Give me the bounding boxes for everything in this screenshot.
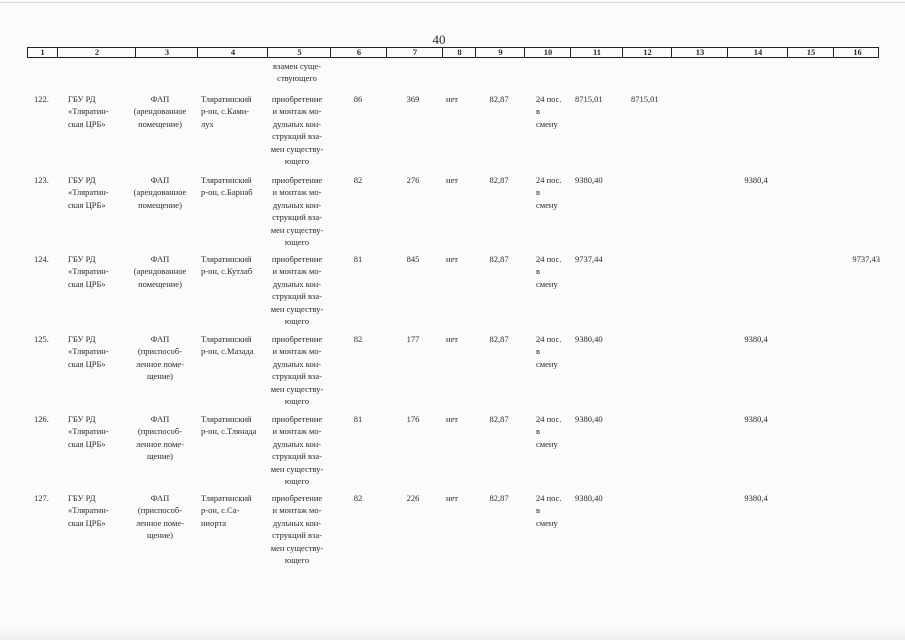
row-125-c8: нет xyxy=(445,334,459,344)
column-number-header xyxy=(27,47,879,58)
row-124-c11: 9737,44 xyxy=(575,254,603,264)
header-col-9: 9 xyxy=(475,48,525,57)
row-124-c10: 24 пос. в смену xyxy=(536,254,562,289)
row-127-c11: 9380,40 xyxy=(575,493,603,503)
row-122-num: 122. xyxy=(34,94,49,104)
row-123-action: приобретение и монтаж мо- дульных кон- струкций вза- мен существу- ющего xyxy=(270,175,324,248)
row-123-c8: нет xyxy=(445,175,459,185)
row-125-num: 125. xyxy=(34,334,49,344)
header-col-14: 14 xyxy=(727,48,788,57)
row-125-c10: 24 пос. в смену xyxy=(536,334,562,369)
row-124-c16: 9737,43 xyxy=(852,254,880,264)
row-123-c9: 82,87 xyxy=(489,175,509,185)
header-col-10: 10 xyxy=(524,48,571,57)
row-125-c14: 9380,4 xyxy=(744,334,768,344)
row-125-c9: 82,87 xyxy=(489,334,509,344)
row-126-c6: 81 xyxy=(353,414,363,424)
row-127-num: 127. xyxy=(34,493,49,503)
row-122-type: ФАП (арендованное помещение) xyxy=(133,94,187,129)
header-col-15: 15 xyxy=(787,48,834,57)
row-123-c7: 276 xyxy=(406,175,420,185)
row-122-c12: 8715,01 xyxy=(631,94,659,104)
row-127-type: ФАП (приспособ- ленное поме- щение) xyxy=(136,493,184,541)
header-col-5: 5 xyxy=(267,48,331,57)
header-col-1: 1 xyxy=(40,47,45,57)
row-123-c6: 82 xyxy=(353,175,363,185)
row-125-c7: 177 xyxy=(406,334,420,344)
header-col-2: 2 xyxy=(57,48,136,57)
row-127-loc: Тляратинский р-он, с.Са- ниорта xyxy=(201,493,252,528)
header-col-12: 12 xyxy=(622,48,672,57)
page-number: 40 xyxy=(432,32,446,47)
row-127-c8: нет xyxy=(445,493,459,503)
row-127-c7: 226 xyxy=(406,493,420,503)
row-127-c10: 24 пос. в смену xyxy=(536,493,562,528)
header-col-8: 8 xyxy=(442,48,476,57)
row-123-org: ГБУ РД «Тляратин- ская ЦРБ» xyxy=(68,175,109,210)
row-125-action: приобретение и монтаж мо- дульных кон- струкций вза- мен существу- ющего xyxy=(270,334,324,407)
header-col-6: 6 xyxy=(330,48,387,57)
row-126-c10: 24 пос. в смену xyxy=(536,414,562,449)
row-124-loc: Тляратинский р-он, с.Кутлаб xyxy=(201,254,253,277)
row-125-c11: 9380,40 xyxy=(575,334,603,344)
row-122-loc: Тляратинский р-он, с.Ками- лух xyxy=(201,94,252,129)
row-126-loc: Тляратинский р-он, с.Тлянада xyxy=(201,414,257,437)
row-124-c8: нет xyxy=(445,254,459,264)
row-124-c9: 82,87 xyxy=(489,254,509,264)
row-126-c7: 176 xyxy=(406,414,420,424)
row-127-c9: 82,87 xyxy=(489,493,509,503)
row-126-org: ГБУ РД «Тляратин- ская ЦРБ» xyxy=(68,414,109,449)
row-127-c14: 9380,4 xyxy=(744,493,768,503)
row-122-action: приобретение и монтаж мо- дульных кон- струкций вза- мен существу- ющего xyxy=(270,94,324,167)
header-col-13: 13 xyxy=(671,48,728,57)
row-124-num: 124. xyxy=(34,254,49,264)
row-122-org: ГБУ РД «Тляратин- ская ЦРБ» xyxy=(68,94,109,129)
row-122-c10: 24 пос. в смену xyxy=(536,94,562,129)
row-126-action: приобретение и монтаж мо- дульных кон- струкций вза- мен существу- ющего xyxy=(270,414,324,487)
row-125-org: ГБУ РД «Тляратин- ская ЦРБ» xyxy=(68,334,109,369)
row-126-c14: 9380,4 xyxy=(744,414,768,424)
header-col-4: 4 xyxy=(197,48,268,57)
row-122-c9: 82,87 xyxy=(489,94,509,104)
header-col-11: 11 xyxy=(570,48,623,57)
scan-bottom-shadow xyxy=(0,626,905,640)
row-126-num: 126. xyxy=(34,414,49,424)
row-126-c11: 9380,40 xyxy=(575,414,603,424)
row-127-org: ГБУ РД «Тляратин- ская ЦРБ» xyxy=(68,493,109,528)
header-col-3: 3 xyxy=(135,48,198,57)
row-122-c7: 369 xyxy=(406,94,420,104)
row-123-type: ФАП (арендованное помещение) xyxy=(133,175,187,210)
header-col-7: 7 xyxy=(386,48,443,57)
row-124-action: приобретение и монтаж мо- дульных кон- струкций вза- мен существу- ющего xyxy=(270,254,324,327)
scan-top-edge xyxy=(0,2,905,3)
header-col-16: 16 xyxy=(833,48,881,57)
row-124-c7: 845 xyxy=(406,254,420,264)
row-125-type: ФАП (приспособ- ленное поме- щение) xyxy=(136,334,184,382)
row-124-org: ГБУ РД «Тляратин- ская ЦРБ» xyxy=(68,254,109,289)
row-126-c8: нет xyxy=(445,414,459,424)
row-125-loc: Тляратинский р-он, с.Мазада xyxy=(201,334,254,357)
row-123-loc: Тляратинский р-он, с.Барнаб xyxy=(201,175,253,198)
continuation-text: взамен суще- ствующего xyxy=(272,61,322,84)
row-122-c8: нет xyxy=(445,94,459,104)
row-123-num: 123. xyxy=(34,175,49,185)
row-125-c6: 82 xyxy=(353,334,363,344)
row-123-c11: 9380,40 xyxy=(575,175,603,185)
row-127-action: приобретение и монтаж мо- дульных кон- струкций вза- мен существу- ющего xyxy=(270,493,324,566)
row-123-c14: 9380,4 xyxy=(744,175,768,185)
row-124-c6: 81 xyxy=(353,254,363,264)
row-123-c10: 24 пос. в смену xyxy=(536,175,562,210)
row-122-c6: 86 xyxy=(353,94,363,104)
row-127-c6: 82 xyxy=(353,493,363,503)
row-124-type: ФАП (арендованное помещение) xyxy=(133,254,187,289)
row-126-type: ФАП (приспособ- ленное поме- щение) xyxy=(136,414,184,462)
row-122-c11: 8715,01 xyxy=(575,94,603,104)
row-126-c9: 82,87 xyxy=(489,414,509,424)
